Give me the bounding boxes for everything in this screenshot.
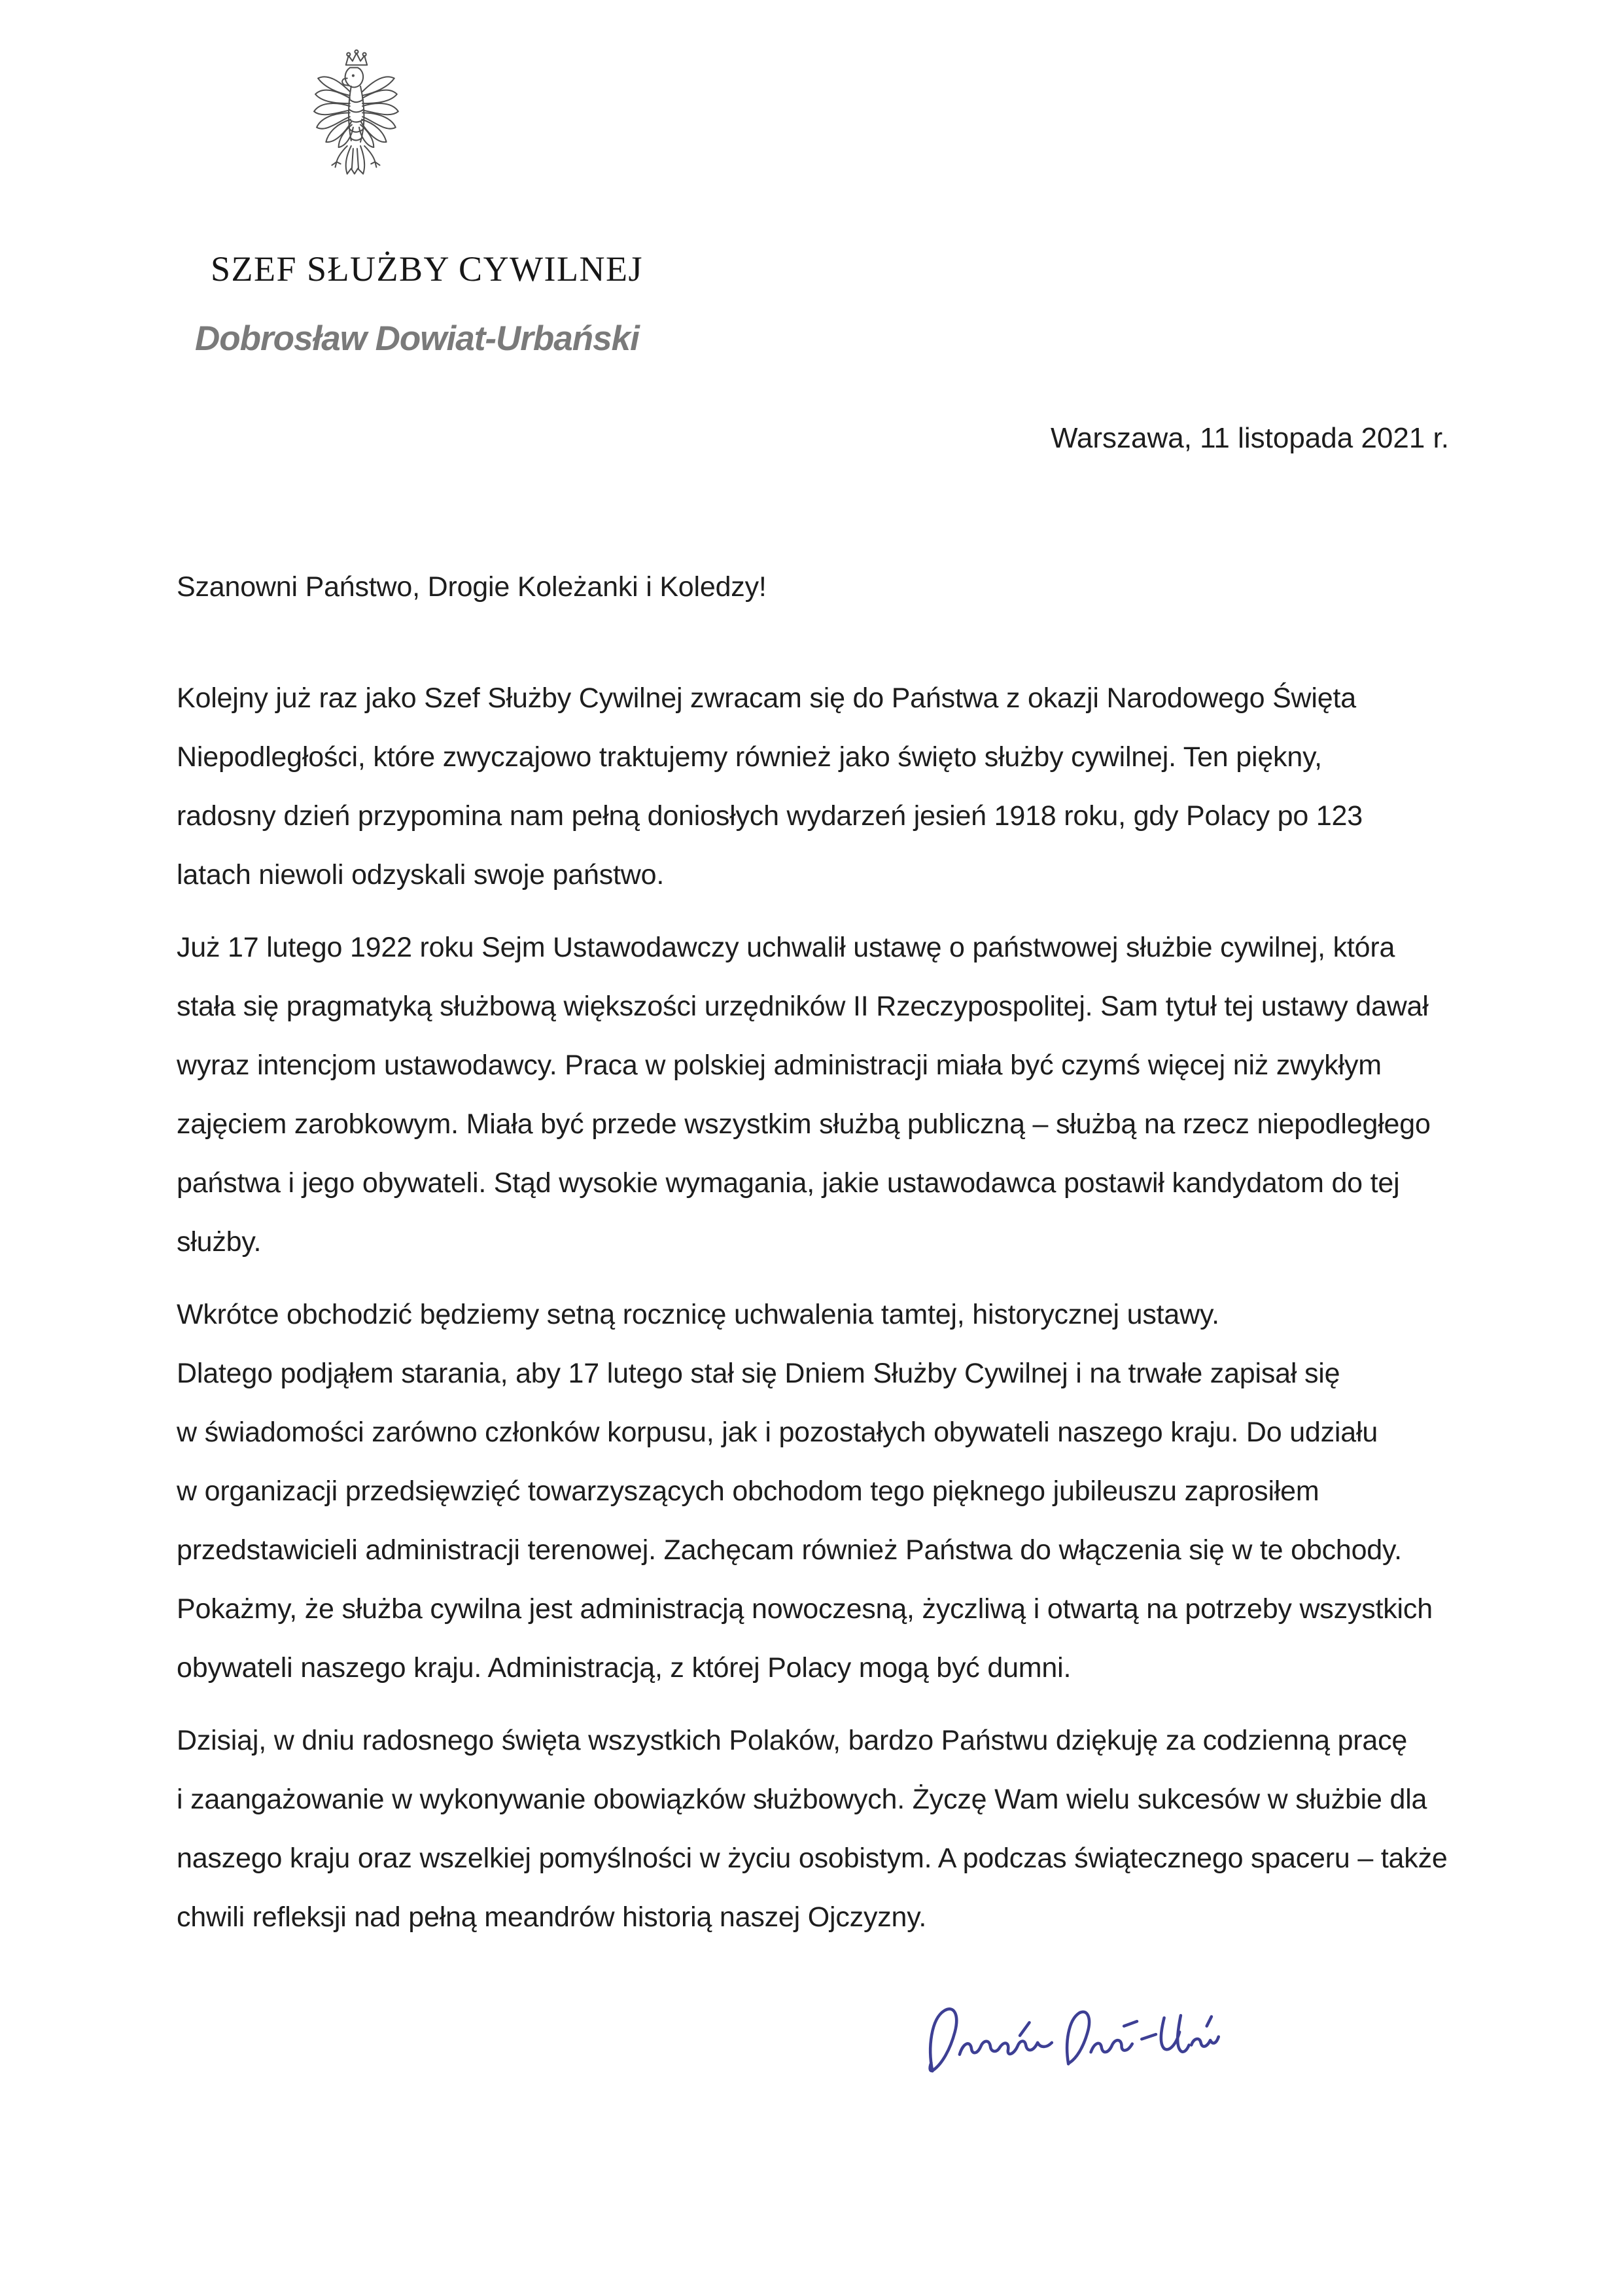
paragraph-line: Dlatego podjąłem starania, aby 17 lutego stał się Dniem Służby Cywilnej i na trwałe zapisał się <box>177 1358 1340 1389</box>
handwritten-signature <box>916 1983 1223 2100</box>
paragraph-line: w organizacji przedsięwzięć towarzyszących obchodom tego pięknego jubileuszu zaprosiłem <box>177 1475 1319 1507</box>
paragraph-line: chwili refleksji nad pełną meandrów historią naszej Ojczyzny. <box>177 1901 927 1933</box>
paragraph-line: i zaangażowanie w wykonywanie obowiązków służbowych. Życzę Wam wielu sukcesów w służbie dla <box>177 1784 1427 1815</box>
paragraph-4 <box>177 1711 1478 1947</box>
paragraph-2 <box>177 918 1478 1271</box>
letter-body <box>177 557 1478 1960</box>
left-wing <box>314 77 353 147</box>
letterhead-official-name: Dobrosław Dowiat-Urbański <box>195 319 639 358</box>
paragraph-line: obywateli naszego kraju. Administracją, z której Polacy mogą być dumni. <box>177 1652 1072 1684</box>
polish-eagle-emblem-icon <box>313 48 406 190</box>
paragraph-line: radosny dzień przypomina nam pełną doniosłych wydarzeń jesień 1918 roku, gdy Polacy po 123 <box>177 800 1363 832</box>
paragraph-line: wyraz intencjom ustawodawcy. Praca w polskiej administracji miała być czymś więcej niż zwykłym <box>177 1050 1382 1081</box>
letterhead-title: SZEF SŁUŻBY CYWILNEJ <box>211 249 643 289</box>
paragraph-line: Wkrótce obchodzić będziemy setną rocznicę uchwalenia tamtej, historycznej ustawy. <box>177 1299 1219 1330</box>
paragraph-line: stała się pragmatyką służbową większości urzędników II Rzeczypospolitej. Sam tytuł tej ustawy dawał <box>177 991 1429 1022</box>
paragraph-line: służby. <box>177 1226 262 1258</box>
paragraph-line: latach niewoli odzyskali swoje państwo. <box>177 859 665 891</box>
greeting-line: Szanowni Państwo, Drogie Koleżanki i Koledzy! <box>177 571 767 603</box>
paragraph-1 <box>177 669 1478 904</box>
paragraph-line: Już 17 lutego 1922 roku Sejm Ustawodawczy uchwalił ustawę o państwowej służbie cywilnej, która <box>177 932 1395 963</box>
paragraph-line: zajęciem zarobkowym. Miała być przede wszystkim służbą publiczną – służbą na rzecz niepodległego <box>177 1108 1431 1140</box>
paragraph-line: przedstawicieli administracji terenowej. Zachęcam również Państwa do włączenia się w te obchody. <box>177 1534 1402 1566</box>
paragraph-line: naszego kraju oraz wszelkiej pomyślności w życiu osobistym. A podczas świątecznego spaceru – także <box>177 1843 1448 1874</box>
paragraph-line: Pokażmy, że służba cywilna jest administracją nowoczesną, życzliwą i otwartą na potrzeby wszystkich <box>177 1593 1433 1625</box>
paragraph-line: w świadomości zarówno członków korpusu, jak i pozostałych obywateli naszego kraju. Do udziału <box>177 1417 1378 1448</box>
paragraph-3 <box>177 1285 1478 1697</box>
right-wing <box>359 77 398 147</box>
paragraph-line: państwa i jego obywateli. Stąd wysokie wymagania, jakie ustawodawca postawił kandydatom do tej <box>177 1167 1400 1199</box>
paragraph-line: Kolejny już raz jako Szef Służby Cywilnej zwracam się do Państwa z okazji Narodowego Święta <box>177 682 1356 714</box>
date-line: Warszawa, 11 listopada 2021 r. <box>1051 422 1449 454</box>
paragraph-line: Dzisiaj, w dniu radosnego święta wszystkich Polaków, bardzo Państwu dziękuję za codzienną pracę <box>177 1725 1408 1756</box>
paragraph-line: Niepodległości, które zwyczajowo traktujemy również jako święto służby cywilnej. Ten piękny, <box>177 741 1322 773</box>
